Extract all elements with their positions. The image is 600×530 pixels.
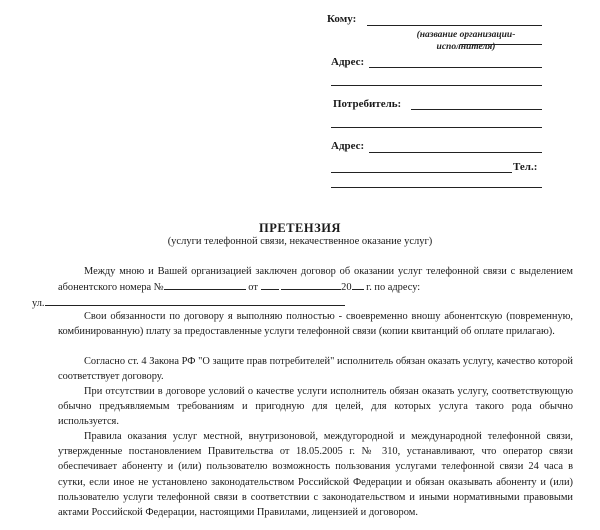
consumer-line-a — [411, 109, 542, 110]
p1-text-a: Между мною и Вашей организацией заключен договор об оказании услуг телефонной связи с выделением абонентского номера № — [58, 266, 573, 294]
to-note-line-1: (название организации- — [416, 30, 516, 40]
to-note-underline — [460, 44, 542, 45]
document-subtitle: (услуги телефонной связи, некачественное оказание услуг) — [167, 236, 433, 247]
paragraph-law: Согласно ст. 4 Закона РФ "О защите прав потребителей" исполнитель обязан оказать услугу, качество которой соответствует договору. — [58, 356, 573, 383]
address-label-2: Адрес: — [331, 140, 365, 152]
street-blank — [45, 295, 345, 306]
paragraph-rules: Правила оказания услуг местной, внутризоновой, междугородной и международной телефонной связи, утвержденные постановлением Правительства от 18.05.2005 г. № 310, устанавливают, что оператор связи обеспечивает абоненту и (или) пользователю возможность пользования услугами телефонной связи 24 часа в сутки, если иное не установлено законодательством Российской Федерации и обязан оказывать абоненту и (или) пользователю услуги телефонной связи в соответствии с законодательством и иными нормативными правовыми актами Российской Федерации, настоящими Правилами, лицензией и договором. — [58, 431, 573, 519]
consumer-label: Потребитель: — [333, 98, 402, 110]
address-line-2a — [369, 152, 542, 153]
address-label-1: Адрес: — [331, 56, 365, 68]
year-blank — [352, 279, 364, 290]
address-line-1b — [331, 85, 542, 86]
phone-label: Тел.: — [513, 161, 538, 173]
phone-line-pre — [331, 172, 512, 173]
consumer-line-b — [331, 127, 542, 128]
paragraph-contract — [32, 264, 573, 312]
document-title: ПРЕТЕНЗИЯ — [259, 221, 341, 235]
day-blank — [261, 279, 279, 290]
p1-street: ул. — [32, 298, 45, 310]
p1-text-d: г. по адресу: — [366, 282, 421, 294]
address-line-1a — [369, 67, 542, 68]
to-note-line-2: исполнителя) — [436, 42, 496, 52]
paragraph-obligations: Свои обязанности по договору я выполняю полностью - своевременно вношу абонентскую (повременную, комбинированную) плату за предоставленные услуги телефонной связи (копии квитанций об оплате прилагаю). — [58, 311, 573, 338]
month-blank — [281, 279, 341, 290]
to-label: Кому: — [327, 13, 357, 25]
p1-year: 20 — [341, 282, 352, 294]
paragraph-quality: При отсутствии в договоре условий о качестве услуги исполнитель обязан оказать услугу, соответствующую обычно предъявляемым требованиям и пригодную для целей, для которых услуга такого рода обычно используется. — [58, 386, 573, 428]
to-line — [367, 25, 542, 26]
phone-line — [331, 187, 542, 188]
p1-text-b: от — [248, 282, 258, 294]
to-note — [386, 29, 546, 53]
number-blank — [164, 279, 246, 290]
